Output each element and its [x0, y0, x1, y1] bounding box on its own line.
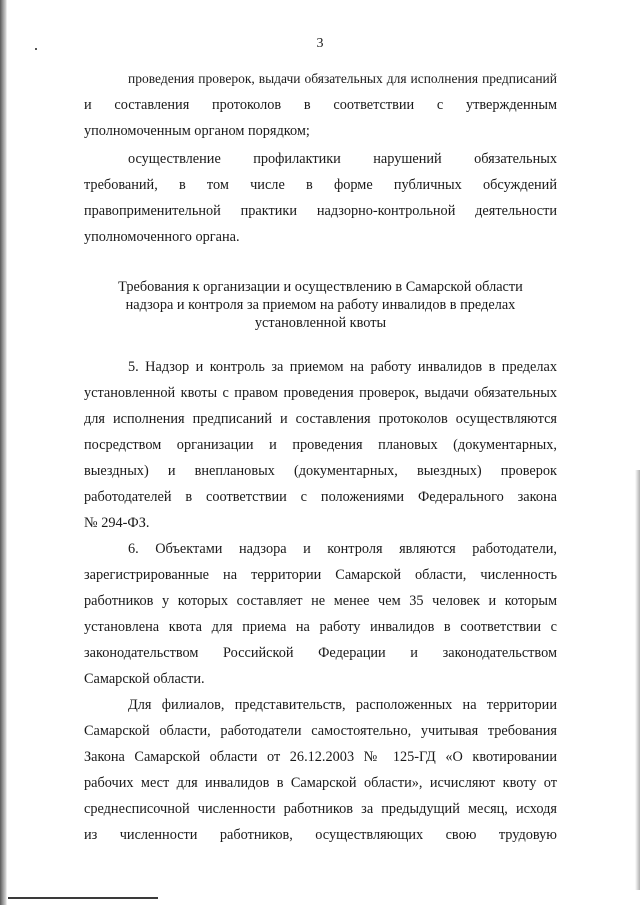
text-line: правоприменительной практики надзорно-контрольной деятельности	[84, 203, 557, 219]
text-line: 6. Объектами надзора и контроля являются работодатели,	[128, 541, 557, 557]
text-line: и составления протоколов в соответствии с утвержденным	[84, 97, 557, 113]
text-line: Для филиалов, представительств, расположенных на территории	[128, 697, 557, 713]
scan-bottom-line	[8, 897, 158, 899]
text-line: из численности работников, осуществляющих свою трудовую	[84, 827, 557, 843]
text-line: посредством организации и проведения плановых (документарных,	[84, 437, 557, 453]
section-heading-line: Требования к организации и осуществлению в Самарской области	[118, 279, 523, 295]
text-line: выездных) и внеплановых (документарных, выездных) проверок	[84, 463, 557, 479]
text-line: требований, в том числе в форме публичных обсуждений	[84, 177, 557, 193]
section-heading-line: надзора и контроля за приемом на работу инвалидов в пределах	[125, 297, 516, 313]
scan-edge-left	[0, 0, 7, 905]
text-line: проведения проверок, выдачи обязательных для исполнения предписаний	[128, 71, 557, 86]
text-line: работников у которых составляет не менее чем 35 человек и которым	[84, 593, 557, 609]
text-line: зарегистрированные на территории Самарской области, численность	[84, 567, 557, 583]
text-line: № 294-ФЗ.	[84, 515, 150, 531]
text-line: для исполнения предписаний и составления протоколов осуществляются	[84, 411, 557, 427]
text-line: 5. Надзор и контроль за приемом на работу инвалидов в пределах	[128, 359, 557, 375]
text-line: установлена квота для приема на работу инвалидов в соответствии с	[84, 619, 557, 635]
text-line: законодательством Российской Федерации и законодательством	[84, 645, 557, 661]
section-heading-line: установленной квоты	[254, 315, 387, 331]
scan-edge-right	[635, 470, 640, 890]
text-line: рабочих мест для инвалидов в Самарской области», исчисляют квоту от	[84, 775, 557, 791]
text-line: Самарской области.	[84, 671, 205, 687]
text-line: установленной квоты с правом проведения проверок, выдачи обязательных	[84, 385, 557, 401]
text-line: Самарской области, работодатели самостоятельно, учитывая требования	[84, 723, 557, 739]
text-line: уполномоченного органа.	[84, 229, 240, 245]
text-line: среднесписочной численности работников за предыдущий месяц, исходя	[84, 801, 557, 817]
text-line: уполномоченным органом порядком;	[84, 123, 310, 139]
text-line: Закона Самарской области от 26.12.2003 № 125-ГД «О квотировании	[84, 749, 557, 765]
text-line: осуществление профилактики нарушений обязательных	[128, 151, 557, 167]
text-line: работодателей в соответствии с положениями Федерального закона	[84, 489, 557, 505]
page-number: 3	[316, 36, 324, 51]
